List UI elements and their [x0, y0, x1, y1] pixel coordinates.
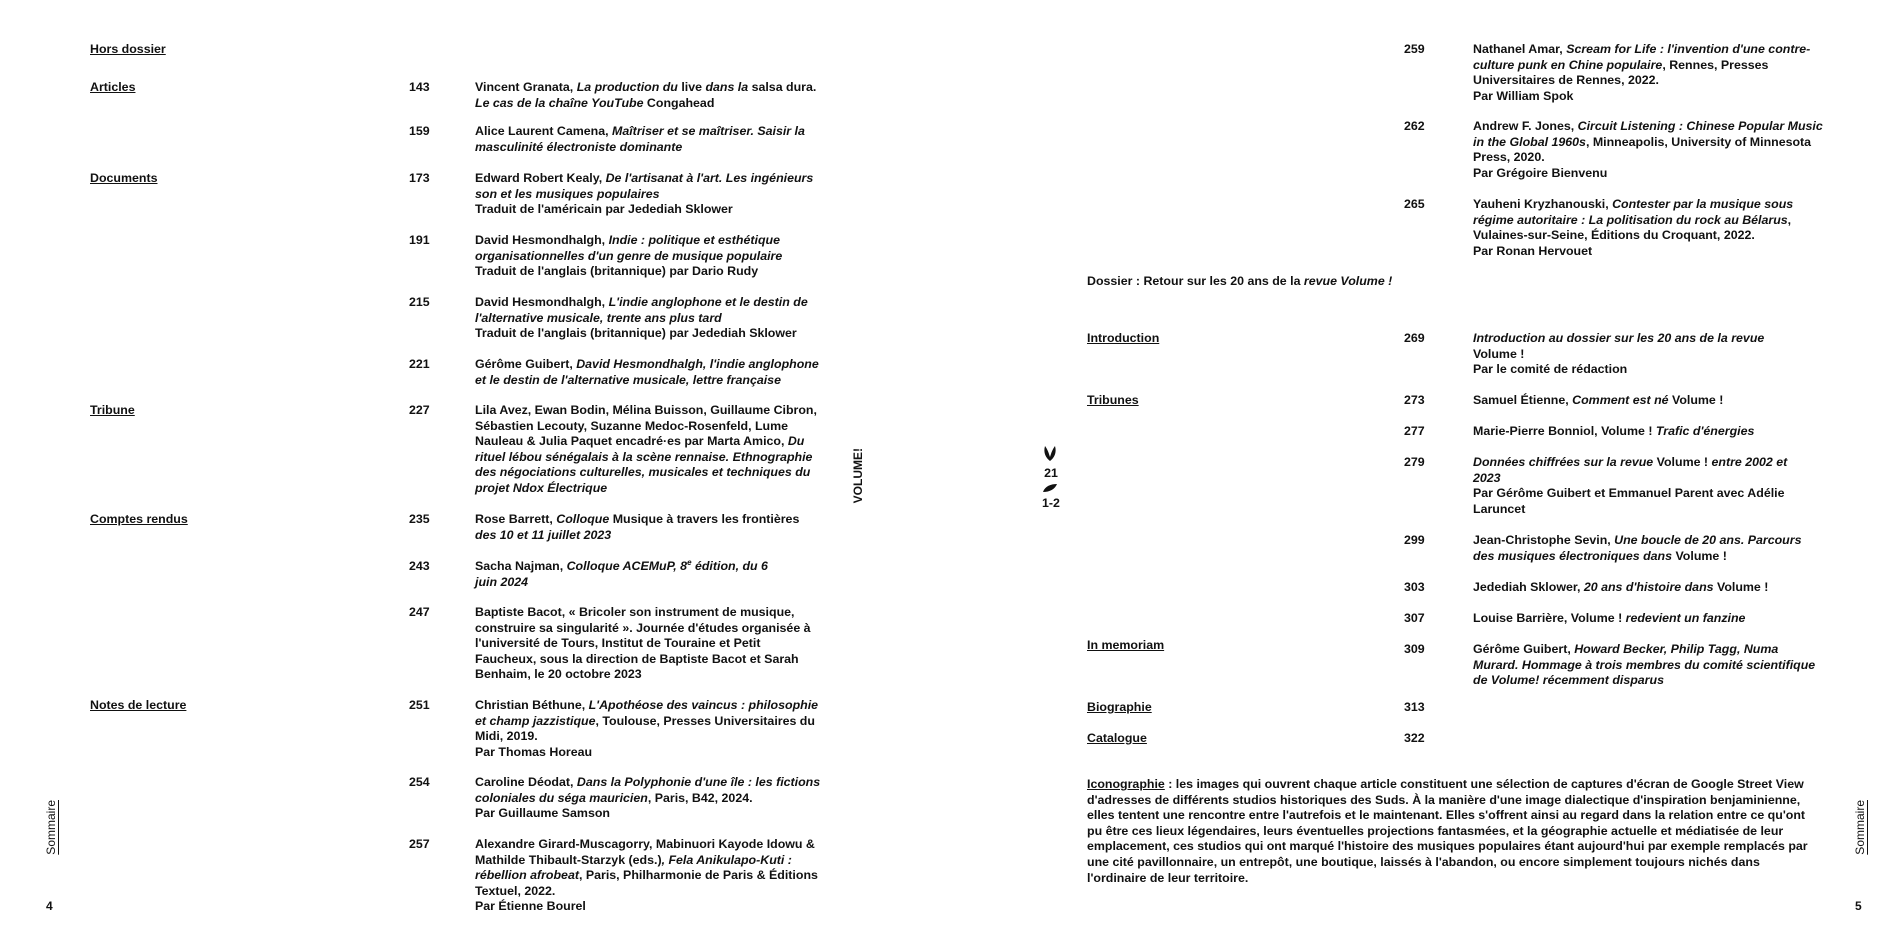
- entry-page-number: 269: [1404, 331, 1425, 345]
- journal-title-vertical: VOLUME!: [851, 448, 865, 504]
- toc-entry[interactable]: Vincent Granata, La production du live dans la salsa dura. Le cas de la chaîne YouTube Congahead: [475, 80, 817, 110]
- toc-entry[interactable]: Marie-Pierre Bonniol, Volume ! Trafic d'énergies: [1473, 424, 1755, 438]
- hors-dossier-heading: Hors dossier: [90, 42, 166, 56]
- side-label-right: Sommaire: [1853, 800, 1867, 855]
- toc-entry[interactable]: Jedediah Sklower, 20 ans d'histoire dans Volume !: [1473, 580, 1769, 594]
- toc-entry[interactable]: David Hesmondhalgh, L'indie anglophone et le destin de l'alternative musicale, trente ans plus tard Traduit de l'anglais (britannique) par Jedediah Sklower: [475, 295, 823, 342]
- toc-entry[interactable]: Edward Robert Kealy, De l'artisanat à l'art. Les ingénieurs son et les musiques populaires Traduit de l'américain par Jedediah Sklower: [475, 171, 823, 218]
- section-documents[interactable]: Documents: [90, 171, 158, 185]
- entry-page-number: 191: [409, 233, 430, 247]
- entry-credit: Traduit de l'anglais (britannique) par Jedediah Sklower: [475, 326, 797, 341]
- toc-entry[interactable]: Introduction au dossier sur les 20 ans de la revue Volume ! Par le comité de rédaction: [1473, 331, 1803, 378]
- toc-entry[interactable]: Samuel Étienne, Comment est né Volume !: [1473, 393, 1724, 407]
- entry-page-number: 173: [409, 171, 430, 185]
- toc-entry[interactable]: Données chiffrées sur la revue Volume ! entre 2002 et 2023 Par Gérôme Guibert et Emmanuel Parent avec Adélie Laruncet: [1473, 455, 1813, 517]
- entry-page-number: 309: [1404, 642, 1425, 656]
- issue-number: 1-2: [1042, 496, 1060, 510]
- side-label-left: Sommaire: [44, 800, 58, 855]
- section-in-memoriam[interactable]: In memoriam: [1087, 638, 1165, 652]
- entry-page-number: 307: [1404, 611, 1425, 625]
- entry-page-number: 215: [409, 295, 430, 309]
- leaf-icon: [1040, 444, 1060, 462]
- toc-entry[interactable]: David Hesmondhalgh, Indie : politique et esthétique organisationnelles d'un genre de musique populaire Traduit de l'anglais (britannique) par Dario Rudy: [475, 233, 823, 280]
- entry-credit: Par Grégoire Bienvenu: [1473, 165, 1608, 180]
- biographie-page-number: 313: [1404, 700, 1425, 714]
- entry-page-number: 235: [409, 512, 430, 526]
- entry-page-number: 159: [409, 124, 430, 138]
- page-number-right: 5: [1855, 899, 1862, 913]
- toc-entry[interactable]: Christian Béthune, L'Apothéose des vaincus : philosophie et champ jazzistique, Toulouse, Presses Universitaires du Midi, 2019. Par Thomas Horeau: [475, 698, 823, 760]
- toc-entry[interactable]: Baptiste Bacot, « Bricoler son instrument de musique, construire sa singularité ». Journée d'études organisée à l'université de Tours, Institut de Touraine et Petit Faucheux, sous la direction de Baptiste Bacot et Sarah Benhaim, le 20 octobre 2023: [475, 605, 811, 682]
- toc-entry[interactable]: Gérôme Guibert, Howard Becker, Philip Tagg, Numa Murard. Hommage à trois membres du comité scientifique de Volume! récemment disparus: [1473, 642, 1816, 688]
- section-articles[interactable]: Articles: [90, 80, 136, 94]
- toc-entry[interactable]: Yauheni Kryzhanouski, Contester par la musique sous régime autoritaire : La politisation du rock au Bélarus, Vulaines-sur-Seine, Éditions du Croquant, 2022. Par Ronan Hervouet: [1473, 197, 1825, 259]
- entry-page-number: 262: [1404, 119, 1425, 133]
- entry-page-number: 251: [409, 698, 430, 712]
- section-introduction[interactable]: Introduction: [1087, 331, 1160, 345]
- volume-number: 21: [1044, 466, 1058, 480]
- toc-entry[interactable]: Gérôme Guibert, David Hesmondhalgh, l'indie anglophone et le destin de l'alternative musicale, lettre française: [475, 357, 819, 387]
- toc-entry[interactable]: Andrew F. Jones, Circuit Listening : Chinese Popular Music in the Global 1960s, Minneapolis, University of Minnesota Press, 2020. Par Grégoire Bienvenu: [1473, 119, 1825, 181]
- entry-page-number: 227: [409, 403, 430, 417]
- entry-page-number: 259: [1404, 42, 1425, 56]
- toc-entry[interactable]: Louise Barrière, Volume ! redevient un fanzine: [1473, 611, 1746, 625]
- section-notes-de-lecture[interactable]: Notes de lecture: [90, 698, 187, 712]
- entry-credit: Par Thomas Horeau: [475, 744, 593, 759]
- entry-page-number: 265: [1404, 197, 1425, 211]
- entry-credit: Traduit de l'anglais (britannique) par Dario Rudy: [475, 264, 759, 279]
- entry-credit: Par Étienne Bourel: [475, 899, 586, 914]
- page-number-left: 4: [46, 899, 53, 913]
- toc-entry[interactable]: Jean-Christophe Sevin, Une boucle de 20 ans. Parcours des musiques électroniques dans Volume !: [1473, 533, 1802, 563]
- entry-page-number: 254: [409, 775, 430, 789]
- entry-credit: Par Guillaume Samson: [475, 806, 610, 821]
- entry-page-number: 221: [409, 357, 430, 371]
- entry-page-number: 299: [1404, 533, 1425, 547]
- entry-page-number: 243: [409, 559, 430, 573]
- iconographie-note: Iconographie : les images qui ouvrent chaque article constituent une sélection de captures d'écran de Google Street View d'adresses de différents studios historiques des Suds. À la manière d'une image dialectique d'inspiration benjaminienne, elles tentent une rencontre entre l'autrefois et le maintenant. Elles s'offrent ainsi au regard dans la relation entre ce qu'ont pu être ces lieux légendaires, leurs éventuelles projections fantasmées, et la géographie actuelle et médiatisée de leur emplacement, ces studios qui ont marqué l'histoire des musiques populaires étant aujourd'hui par exemple remplacés par une cité pavillonnaire, un entrepôt, une boutique, laissés à l'abandon, ou encore simplement toujours nichés dans l'ordinaire de leur territoire.: [1087, 777, 1808, 885]
- entry-page-number: 143: [409, 80, 430, 94]
- toc-entry[interactable]: Nathanel Amar, Scream for Life : l'invention d'une contre-culture punk en Chine populaire, Rennes, Presses Universitaires de Rennes, 2022. Par William Spok: [1473, 42, 1825, 104]
- dossier-heading: Dossier : Retour sur les 20 ans de la revue Volume !: [1087, 274, 1393, 288]
- entry-page-number: 279: [1404, 455, 1425, 469]
- entry-page-number: 257: [409, 837, 430, 851]
- entry-page-number: 273: [1404, 393, 1425, 407]
- entry-page-number: 247: [409, 605, 430, 619]
- toc-entry[interactable]: Alice Laurent Camena, Maîtriser et se maîtriser. Saisir la masculinité électroniste dominante: [475, 124, 805, 154]
- section-catalogue[interactable]: Catalogue: [1087, 731, 1147, 745]
- toc-entry[interactable]: Rose Barrett, Colloque Musique à travers les frontières des 10 et 11 juillet 2023: [475, 512, 800, 542]
- toc-entry[interactable]: Caroline Déodat, Dans la Polyphonie d'une île : les fictions coloniales du séga mauricien, Paris, B42, 2024. Par Guillaume Samson: [475, 775, 823, 822]
- entry-page-number: 303: [1404, 580, 1425, 594]
- catalogue-page-number: 322: [1404, 731, 1425, 745]
- entry-page-number: 277: [1404, 424, 1425, 438]
- entry-credit: Par Gérôme Guibert et Emmanuel Parent avec Adélie Laruncet: [1473, 486, 1785, 516]
- toc-entry[interactable]: Sacha Najman, Colloque ACEMuP, 8e édition, du 6 juin 2024: [475, 557, 768, 589]
- toc-entry[interactable]: Lila Avez, Ewan Bodin, Mélina Buisson, Guillaume Cibron, Sébastien Lecouty, Suzanne Medoc-Rosenfeld, Lume Nauleau & Julia Paquet encadré·es par Marta Amico, Du rituel lébou sénégalais à la scène rennaise. Ethnographie des négociations culturelles, musicales et techniques du projet Ndox Électrique: [475, 403, 817, 495]
- entry-credit: Par Ronan Hervouet: [1473, 243, 1593, 258]
- entry-credit: Par le comité de rédaction: [1473, 362, 1628, 377]
- entry-credit: Par William Spok: [1473, 88, 1574, 103]
- section-comptes-rendus[interactable]: Comptes rendus: [90, 512, 188, 526]
- section-biographie[interactable]: Biographie: [1087, 700, 1152, 714]
- section-tribune[interactable]: Tribune: [90, 403, 135, 417]
- toc-entry[interactable]: Alexandre Girard-Muscagorry, Mabinuori Kayode Idowu & Mathilde Thibault-Starzyk (eds.), Fela Anikulapo-Kuti : rébellion afrobeat, Paris, Philharmonie de Paris & Éditions Textuel, 2022. Par Étienne Bourel: [475, 837, 823, 915]
- section-tribunes[interactable]: Tribunes: [1087, 393, 1139, 407]
- entry-credit: Traduit de l'américain par Jedediah Sklower: [475, 202, 733, 217]
- leaf-icon: [1041, 482, 1059, 492]
